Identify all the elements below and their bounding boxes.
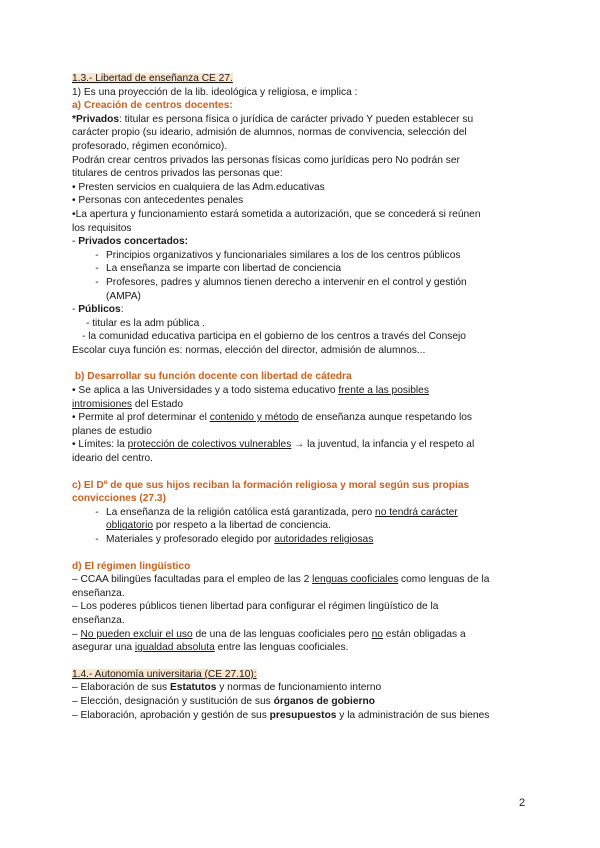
label-concertados: - Privados concertados: [72, 236, 189, 248]
subheading-c-continuation: convicciones (27.3) [72, 493, 166, 505]
paragraph-line: • Límites: la protección de colectivos vulnerables → la juventud, la infancia y el respeto al [72, 439, 475, 451]
list-item: - La enseñanza se imparte con libertad de conciencia [95, 263, 342, 275]
intro-line: 1) Es una proyección de la lib. ideológica y religiosa, e implica : [72, 86, 358, 98]
paragraph-line: Podrán crear centros privados las personas físicas como jurídicas pero No podrán ser [72, 154, 460, 166]
section-title: 1.4.- Autonomía universitaria (CE 27.10): [72, 668, 257, 680]
bullet-item: • Presten servicios en cualquiera de las Adm.educativas [72, 181, 325, 193]
paragraph-line: – No pueden excluir el uso de una de las lenguas cooficiales pero no están obligadas a [72, 628, 466, 640]
page-number: 2 [519, 797, 526, 809]
paragraph-line: los requisitos [72, 222, 132, 234]
list-item-continuation: (AMPA) [106, 290, 141, 302]
subheading-c: c) El Dº de que sus hijos reciban la formación religiosa y moral según sus propias [72, 479, 470, 491]
paragraph-line: asegurar una igualdad absoluta entre las lenguas cooficiales. [72, 642, 349, 654]
paragraph-line: – Elaboración, aprobación y gestión de sus presupuestos y la administración de sus bienes [72, 709, 490, 721]
list-item: - Principios organizativos y funcionariales similares a los de los centros públicos [95, 249, 461, 261]
subheading-b: b) Desarrollar su función docente con libertad de cátedra [72, 371, 352, 383]
subheading-d: d) El régimen lingüístico [72, 560, 191, 572]
paragraph-line: – Elaboración de sus Estatutos y normas de funcionamiento interno [72, 682, 382, 694]
paragraph-line: intromisiones del Estado [72, 398, 184, 410]
list-item-continuation: obligatorio por respeto a la libertad de conciencia. [106, 520, 331, 532]
list-item: - la comunidad educativa participa en el gobierno de los centros a través del Consejo [82, 331, 466, 343]
paragraph-line: planes de estudio [72, 425, 152, 437]
paragraph-line: titulares de centros privados las personas que: [72, 168, 283, 180]
label-privados: *Privados [72, 113, 119, 125]
list-item: - Materiales y profesorado elegido por autoridades religiosas [95, 534, 374, 545]
paragraph-line: • Se aplica a las Universidades y a todo sistema educativo frente a las posibles [72, 385, 429, 397]
document-page [72, 72, 534, 722]
paragraph-line: • Permite al prof determinar el contenido y método de enseñanza aunque respetando los [72, 412, 473, 424]
label-publicos: - Públicos: [72, 304, 124, 316]
paragraph-privados: *Privados: titular es persona física o jurídica de carácter privado Y pueden establecer su [72, 113, 474, 125]
section-title: 1.3.- Libertad de enseñanza CE 27. [72, 73, 233, 84]
list-item: - titular es la adm pública . [86, 317, 205, 329]
paragraph-line: carácter propio (su ideario, admisión de alumnos, normas de convivencia, selección del [72, 127, 467, 139]
list-item: - Profesores, padres y alumnos tienen derecho a intervenir en el control y gestión [95, 276, 467, 288]
bullet-item: • Personas con antecedentes penales [72, 195, 244, 207]
paragraph-line: •La apertura y funcionamiento estará sometida a autorización, que se concederá si reúnen [72, 208, 481, 220]
paragraph-line: Escolar cuya función es: normas, elección del director, admisión de alumnos... [72, 344, 426, 356]
paragraph-line: enseñanza. [72, 587, 125, 599]
paragraph-line: enseñanza. [72, 614, 125, 626]
subheading-a: a) Creación de centros docentes: [72, 100, 233, 112]
paragraph-line: – CCAA bilingües facultadas para el empleo de las 2 lenguas cooficiales como lenguas de la [72, 574, 490, 586]
paragraph-line: ideario del centro. [72, 453, 153, 465]
paragraph-line: profesorado, régimen económico). [72, 140, 228, 152]
paragraph-line: – Los poderes públicos tienen libertad para configurar el régimen lingüístico de la [72, 601, 439, 613]
list-item: - La enseñanza de la religión católica está garantizada, pero no tendrá carácter [95, 506, 458, 518]
paragraph-line: – Elección, designación y sustitución de sus órganos de gobierno [72, 695, 375, 707]
